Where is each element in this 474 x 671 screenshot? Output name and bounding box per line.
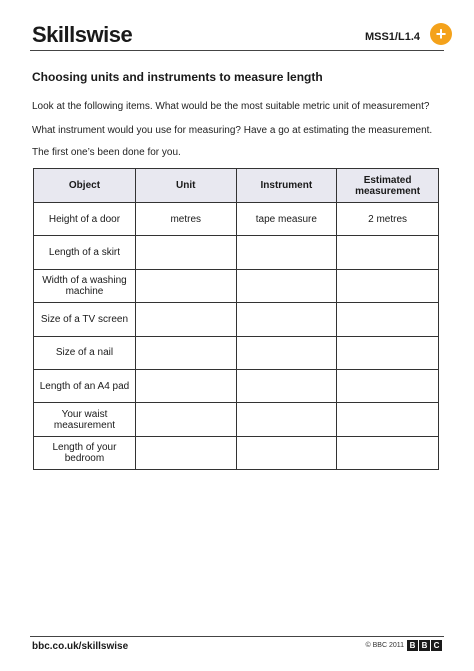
bbc-logo-letter: C: [431, 640, 442, 651]
object-cell: Size of a TV screen: [34, 303, 136, 336]
header-divider: [30, 50, 444, 51]
plus-icon: +: [430, 23, 452, 45]
estimate-cell[interactable]: [337, 303, 439, 336]
footer-divider: [30, 636, 444, 637]
header-object: Object: [34, 169, 136, 203]
instruction-2: What instrument would you use for measuring? Have a go at estimating the measurement.: [32, 125, 433, 136]
table-row: [34, 436, 439, 469]
table-header-row: [34, 169, 439, 203]
copyright-text: © BBC 2011: [365, 642, 404, 649]
bbc-logo: [407, 640, 442, 651]
object-cell: Length of an A4 pad: [34, 369, 136, 402]
unit-cell[interactable]: [135, 303, 236, 336]
instrument-cell[interactable]: [236, 303, 337, 336]
table-row: [34, 403, 439, 436]
object-cell: Your waist measurement: [34, 403, 136, 436]
instrument-cell[interactable]: tape measure: [236, 203, 337, 236]
object-cell: Length of a skirt: [34, 236, 136, 269]
table-row: [34, 269, 439, 302]
bbc-logo-letter: B: [419, 640, 430, 651]
object-cell: Size of a nail: [34, 336, 136, 369]
estimate-cell[interactable]: 2 metres: [337, 203, 439, 236]
header-estimated-measurement: Estimated measurement: [337, 169, 439, 203]
unit-cell[interactable]: [135, 436, 236, 469]
object-cell: Length of your bedroom: [34, 436, 136, 469]
instrument-cell[interactable]: [236, 336, 337, 369]
skillswise-logo: Skillswise: [32, 22, 133, 47]
table-row: [34, 336, 439, 369]
estimate-cell[interactable]: [337, 269, 439, 302]
object-cell: Width of a washing machine: [34, 269, 136, 302]
table-row: [34, 303, 439, 336]
estimate-cell[interactable]: [337, 369, 439, 402]
unit-cell[interactable]: metres: [135, 203, 236, 236]
table-row: [34, 236, 439, 269]
unit-cell[interactable]: [135, 369, 236, 402]
instruction-1: Look at the following items. What would be the most suitable metric unit of measurement?: [32, 101, 430, 112]
table-row: [34, 369, 439, 402]
object-cell: Height of a door: [34, 203, 136, 236]
page-title: Choosing units and instruments to measure length: [32, 70, 323, 84]
instruction-3: The first one’s been done for you.: [32, 147, 181, 158]
unit-cell[interactable]: [135, 269, 236, 302]
bbc-logo-letter: B: [407, 640, 418, 651]
instrument-cell[interactable]: [236, 436, 337, 469]
worksheet-code: MSS1/L1.4: [364, 31, 420, 43]
measurement-table: [33, 168, 439, 470]
unit-cell[interactable]: [135, 236, 236, 269]
instrument-cell[interactable]: [236, 269, 337, 302]
instrument-cell[interactable]: [236, 403, 337, 436]
instrument-cell[interactable]: [236, 236, 337, 269]
estimate-cell[interactable]: [337, 436, 439, 469]
footer-url-link[interactable]: bbc.co.uk/skillswise: [32, 641, 129, 652]
header-unit: Unit: [135, 169, 236, 203]
estimate-cell[interactable]: [337, 336, 439, 369]
table-row: [34, 203, 439, 236]
unit-cell[interactable]: [135, 403, 236, 436]
estimate-cell[interactable]: [337, 236, 439, 269]
instrument-cell[interactable]: [236, 369, 337, 402]
header-instrument: Instrument: [236, 169, 337, 203]
unit-cell[interactable]: [135, 336, 236, 369]
estimate-cell[interactable]: [337, 403, 439, 436]
